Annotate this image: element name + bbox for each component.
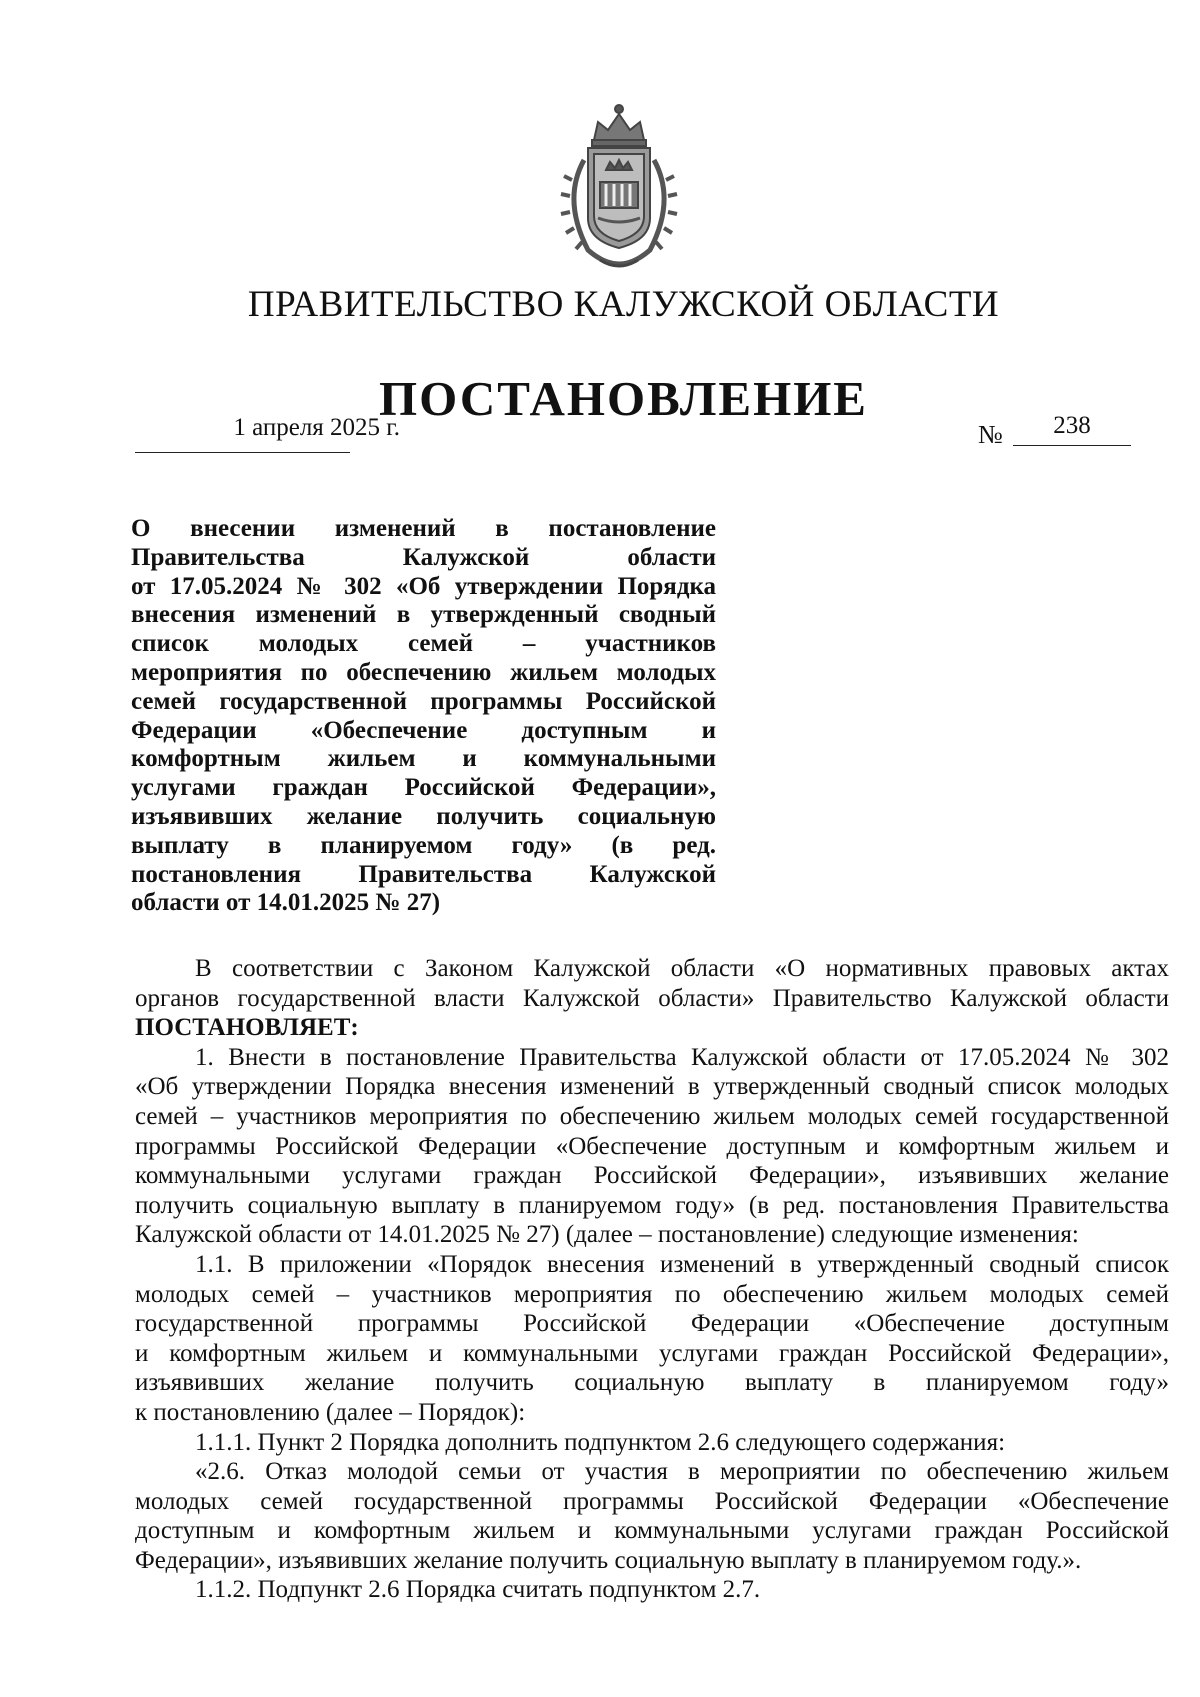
body-line: Калужской области от 14.01.2025 № 27) (далее – постановление) следующие изменения:	[135, 1221, 1079, 1249]
body-line: «Об утверждении Порядка внесения изменений в утвержденный сводный список молодых	[135, 1073, 1169, 1101]
body-line: и комфортным жильем и коммунальными услугами граждан Российской Федерации»,	[135, 1339, 1169, 1367]
body-line: коммунальными услугами граждан Российской Федерации», изъявивших желание	[135, 1162, 1169, 1190]
subject-line: услугами граждан Российской Федерации»,	[131, 774, 716, 802]
body-line: В соответствии с Законом Калужской области «О нормативных правовых актах	[195, 955, 1169, 982]
body-line: доступным и комфортным жильем и коммунальными услугами граждан Российской	[135, 1517, 1169, 1545]
subject-line: Правительства Калужской области	[131, 543, 716, 571]
subject-line: семей государственной программы Российской	[131, 687, 716, 715]
number-sign: №	[978, 420, 1003, 449]
subject-line: изъявивших желание получить социальную	[131, 802, 716, 830]
document-type-title: ПОСТАНОВЛЕНИЕ	[379, 371, 868, 426]
subject-line: список молодых семей – участников	[131, 630, 716, 658]
document-subject	[131, 515, 716, 918]
subject-line: мероприятия по обеспечению жильем молодых	[131, 658, 716, 686]
document-number: 238	[1053, 412, 1091, 439]
subject-line: Федерации «Обеспечение доступным и	[131, 716, 716, 744]
body-line: Федерации», изъявивших желание получить социальную выплату в планируемом году.».	[135, 1546, 1082, 1574]
government-title: ПРАВИТЕЛЬСТВО КАЛУЖСКОЙ ОБЛАСТИ	[247, 284, 1000, 325]
item-1-1-paragraph	[135, 1250, 1169, 1428]
body-line: молодых семей государственной программы Российской Федерации «Обеспечение	[135, 1487, 1169, 1515]
body-line: 1.1. В приложении «Порядок внесения изменений в утвержденный сводный список	[195, 1250, 1169, 1278]
subject-line: от 17.05.2024 № 302 «Об утверждении Порядка	[131, 572, 716, 600]
document-date: 1 апреля 2025 г.	[233, 414, 400, 441]
subject-line: области от 14.01.2025 № 27)	[131, 889, 441, 917]
body-line: получить социальную выплату в планируемом году» (в ред. постановления Правительства	[135, 1191, 1169, 1219]
subject-line: внесения изменений в утвержденный сводный	[131, 601, 716, 629]
preamble-paragraph	[135, 954, 1169, 1043]
subject-line: комфортным жильем и коммунальными	[131, 745, 716, 773]
item-1-1-2-paragraph	[135, 1575, 1169, 1605]
quote-2-6-paragraph	[135, 1457, 1169, 1575]
body-line: изъявивших желание получить социальную выплату в планируемом году»	[135, 1369, 1169, 1397]
body-line: к постановлению (далее – Порядок):	[135, 1398, 526, 1426]
date-underline	[135, 452, 350, 453]
body-line: органов государственной власти Калужской области» Правительство Калужской области	[135, 984, 1169, 1012]
item-1-paragraph	[135, 1043, 1169, 1250]
decree-word: ПОСТАНОВЛЯЕТ:	[135, 1014, 359, 1042]
document-body	[135, 954, 1169, 1605]
body-line: 1.1.2. Подпункт 2.6 Порядка считать подпунктом 2.7.	[195, 1576, 761, 1604]
body-line: 1.1.1. Пункт 2 Порядка дополнить подпунктом 2.6 следующего содержания:	[195, 1428, 1006, 1456]
body-line: «2.6. Отказ молодой семьи от участия в мероприятии по обеспечению жильем	[195, 1458, 1169, 1486]
subject-line: постановления Правительства Калужской	[131, 860, 716, 888]
body-line: 1. Внести в постановление Правительства Калужской области от 17.05.2024 № 302	[195, 1043, 1169, 1071]
body-line: государственной программы Российской Федерации «Обеспечение доступным	[135, 1310, 1169, 1338]
body-line: семей – участников мероприятия по обеспечению жильем молодых семей государственной	[135, 1102, 1169, 1130]
item-1-1-1-paragraph	[135, 1428, 1169, 1458]
kaluga-coat-of-arms-icon	[548, 100, 690, 272]
subject-line: О внесении изменений в постановление	[131, 515, 716, 542]
body-line: молодых семей – участников мероприятия по обеспечению жильем молодых семей	[135, 1280, 1169, 1308]
number-underline	[1013, 445, 1131, 446]
body-line: программы Российской Федерации «Обеспечение доступным и комфортным жильем и	[135, 1132, 1169, 1160]
subject-line: выплату в планируемом году» (в ред.	[131, 831, 716, 859]
